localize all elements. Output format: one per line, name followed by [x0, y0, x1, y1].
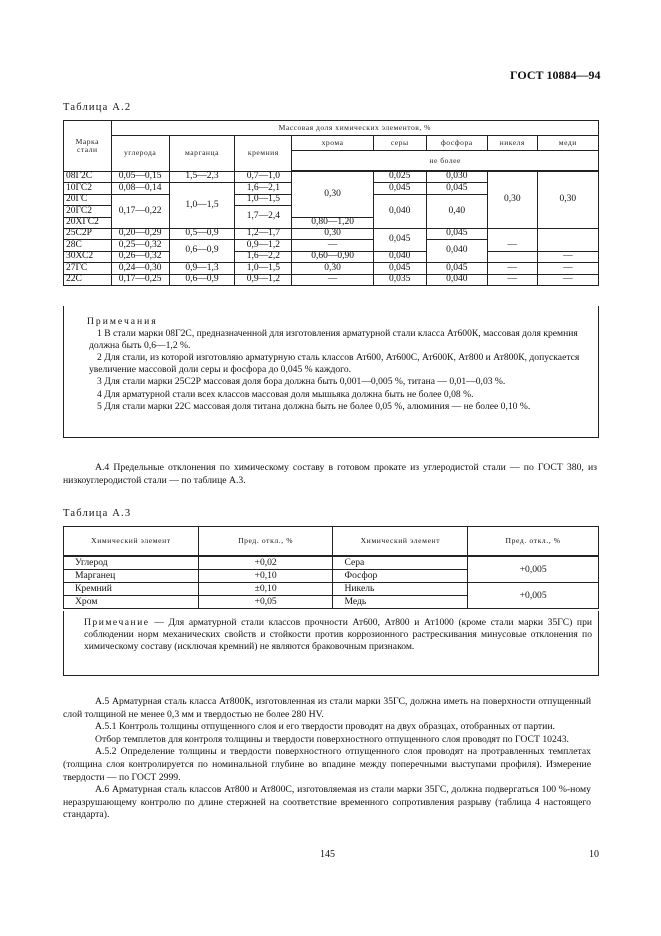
phosphorus-cell: 0,40 [426, 194, 487, 228]
col-manganese-header: марганца [169, 136, 235, 172]
table-row [64, 556, 599, 570]
note-item: 1 В стали марки 08Г2С, предназначенной для изготовления арматурной стали класса Ат600К, массовая доля кремния должна быть 0,6—1,2 %. [89, 328, 578, 352]
table-a2-caption: Таблица А.2 [63, 102, 132, 113]
carbon-cell: 0,08—0,14 [111, 183, 169, 194]
not-more-header: не более [292, 151, 599, 172]
grade-cell: 20ХГС2 [64, 217, 112, 228]
grade-cell: 27ГС [64, 263, 112, 274]
document-code: ГОСТ 10884—94 [510, 68, 601, 82]
phosphorus-cell: 0,040 [426, 274, 487, 285]
silicon-cell: 0,7—1,0 [235, 171, 292, 183]
deviation-cell: +0,10 [198, 570, 333, 583]
deviation-cell: ±0,10 [198, 583, 333, 596]
grade-cell: 28С [64, 240, 112, 251]
grade-cell: 10ГС2 [64, 183, 112, 194]
table-row [64, 263, 599, 274]
col-deviation-header: Пред. откл., % [198, 527, 333, 557]
table-row [64, 251, 599, 262]
paragraph-a4-text: А.4 Предельные отклонения по химическому составу в готовом прокате из углеродистой стали — по ГОСТ 380, из низкоуглеродистой стали — по таблице А.3. [63, 462, 597, 486]
col-sulfur-header: серы [373, 136, 426, 151]
element-cell: Хром [64, 596, 199, 609]
sulfur-cell: 0,045 [373, 228, 426, 251]
carbon-cell: 0,17—0,25 [111, 274, 169, 285]
silicon-cell: 0,9—1,2 [235, 240, 292, 251]
silicon-cell: 0,9—1,2 [235, 274, 292, 285]
table-row [64, 171, 599, 183]
grade-cell: 25С2Р [64, 228, 112, 239]
sulfur-cell: 0,040 [373, 194, 426, 228]
paragraph-a5-1: А.5.1 Контроль толщины отпущенного слоя и его твердости проводят на двух образцах, отобранных от партии. [95, 721, 555, 733]
element-cell: Фосфор [333, 570, 468, 583]
table-row [64, 583, 599, 596]
manganese-cell: 0,5—0,9 [169, 228, 235, 239]
note-item: 2 Для стали, из которой изготовляю арматурную сталь классов Ат600, Ат600С, Ат600К, Ат800 и Ат800К, допускается увеличение массовой доли серы и фосфора до 0,045 % каждого. [89, 352, 580, 376]
carbon-cell: 0,05—0,15 [111, 171, 169, 183]
phosphorus-cell: 0,045 [426, 263, 487, 274]
silicon-cell: 1,6—2,1 [235, 183, 292, 194]
element-cell: Никель [333, 583, 468, 596]
carbon-cell: 0,25—0,32 [111, 240, 169, 251]
chromium-cell: 0,30 [292, 263, 373, 274]
chromium-cell: 0,60—0,90 [292, 251, 373, 262]
body-paragraphs [63, 696, 591, 822]
silicon-cell: 1,2—1,7 [235, 228, 292, 239]
element-cell: Сера [333, 556, 468, 570]
copper-cell: — [537, 251, 598, 262]
manganese-cell: 1,0—1,5 [169, 183, 235, 229]
element-cell: Марганец [64, 570, 199, 583]
table-row [64, 274, 599, 285]
sulfur-cell: 0,025 [373, 171, 426, 183]
grade-cell: 20ГС2 [64, 206, 112, 217]
manganese-cell: 0,6—0,9 [169, 240, 235, 263]
carbon-cell: 0,24—0,30 [111, 263, 169, 274]
manganese-cell: 0,6—0,9 [169, 274, 235, 285]
col-element-header: Химический элемент [64, 527, 199, 557]
paragraph-a4 [63, 462, 597, 487]
copper-cell: — [537, 263, 598, 274]
phosphorus-cell: 0,040 [426, 240, 487, 263]
table-a2 [63, 120, 599, 286]
silicon-cell: 1,0—1,5 [235, 194, 292, 205]
table-row [64, 240, 599, 251]
note-label: Примечание [84, 617, 150, 628]
page-number: 145 [320, 849, 335, 860]
deviation-cell: +0,005 [468, 556, 599, 583]
nickel-cell: — [487, 263, 537, 274]
silicon-cell: 1,6—2,2 [235, 251, 292, 262]
table-row [64, 228, 599, 239]
chromium-cell: 0,30 [292, 228, 373, 239]
sulfur-cell: 0,045 [373, 183, 426, 194]
paragraph-a5-2: А.5.2 Определение толщины и твердости поверхностного отпущенного слоя проводят на протравленных темплетах (толщина слоя контролируется по номинальной глубине во впадине между поперечными выступами профиля). Измерение твердости — по ГОСТ 2999. [63, 746, 591, 783]
col-phosphorus-header: фосфора [426, 136, 487, 151]
table-a3-caption: Таблица А.3 [63, 508, 132, 519]
chromium-cell: — [292, 240, 373, 251]
element-cell: Углерод [64, 556, 199, 570]
phosphorus-cell: 0,030 [426, 171, 487, 183]
nickel-cell: — [487, 240, 537, 251]
carbon-cell: 0,26—0,32 [111, 251, 169, 262]
paragraph-a5: А.5 Арматурная сталь класса Ат800К, изготовленная из стали марки 35ГС, должна иметь на поверхности отпущенный слой толщиной не менее 0,3 мм и твердостью не более 280 HV. [63, 696, 591, 720]
nickel-cell: — [487, 274, 537, 285]
silicon-cell: 1,7—2,4 [235, 206, 292, 229]
col-grade-header: Марка стали [64, 121, 112, 172]
col-silicon-header: кремния [235, 136, 292, 172]
element-cell: Кремний [64, 583, 199, 596]
copper-cell: 0,30 [537, 171, 598, 228]
col-carbon-header: углерода [111, 136, 169, 172]
note-item: 4 Для арматурной стали всех классов массовая доля мышьяка должна быть не более 0,08 %. [97, 388, 474, 400]
col-copper-header: меди [537, 136, 598, 151]
chromium-cell: 0,80—1,20 [292, 217, 373, 228]
grade-cell: 22С [64, 274, 112, 285]
phosphorus-cell: 0,045 [426, 183, 487, 194]
manganese-cell: 1,5—2,3 [169, 171, 235, 183]
silicon-cell: 1,0—1,5 [235, 263, 292, 274]
nickel-cell: 0,30 [487, 171, 537, 228]
paragraph-a5-1b: Отбор темплетов для контроля толщины и твердости поверхностного отпущенного слоя проводят по ГОСТ 10243. [95, 733, 569, 745]
col-nickel-header: никеля [487, 136, 537, 151]
sulfur-cell: 0,045 [373, 263, 426, 274]
deviation-cell: +0,05 [198, 596, 333, 609]
copper-cell: — [537, 274, 598, 285]
col-chromium-header: хрома [292, 136, 373, 151]
table-a2-notes [63, 306, 599, 438]
note-text: — Для арматурной стали классов прочности Ат600, Ат800 и Ат1000 (кроме стали марки 35ГС) при соблюдении норм механических свойств и стойкости против коррозионного растрескивания минусовые отклонения по химическому составу (исключая кремний) не являются браковочным признаком. [84, 617, 592, 653]
grade-cell: 08Г2С [64, 171, 112, 183]
col-deviation2-header: Пред. откл., % [468, 527, 599, 557]
grade-cell: 30ХС2 [64, 251, 112, 262]
note-item: 5 Для стали марки 22С массовая доля титана должна быть не более 0,05 %, алюминия — не более 0,10 %. [97, 400, 531, 412]
chromium-cell: — [292, 274, 373, 285]
grade-cell: 20ГС [64, 194, 112, 205]
deviation-cell: +0,005 [468, 583, 599, 609]
deviation-cell: +0,02 [198, 556, 333, 570]
phosphorus-cell: 0,045 [426, 228, 487, 239]
table-a3 [63, 526, 599, 609]
sulfur-cell: 0,035 [373, 274, 426, 285]
chromium-cell: 0,30 [292, 171, 373, 217]
mass-fraction-header: Массовая доля химических элементов, % [111, 121, 598, 136]
note-item: 3 Для стали марки 25С2Р массовая доля бора должна быть 0,001—0,005 %, титана — 0,01—0,03 %. [97, 376, 506, 388]
element-cell: Медь [333, 596, 468, 609]
carbon-cell: 0,17—0,22 [111, 194, 169, 228]
manganese-cell: 0,9—1,3 [169, 263, 235, 274]
carbon-cell: 0,20—0,29 [111, 228, 169, 239]
sheet-number: 10 [589, 849, 599, 860]
col-element2-header: Химический элемент [333, 527, 468, 557]
sulfur-cell: 0,040 [373, 251, 426, 262]
notes-title: Примечания [87, 316, 158, 327]
table-a3-note [63, 611, 599, 676]
paragraph-a6: А.6 Арматурная сталь классов Ат800 и Ат800С, изготовляемая из стали марки 35ГС, должна подвергаться 100 %-ному неразрушающему контролю по длине стержней на соответствие временного сопротивления разрыву (таблица 4 настоящего стандарта). [63, 784, 591, 821]
